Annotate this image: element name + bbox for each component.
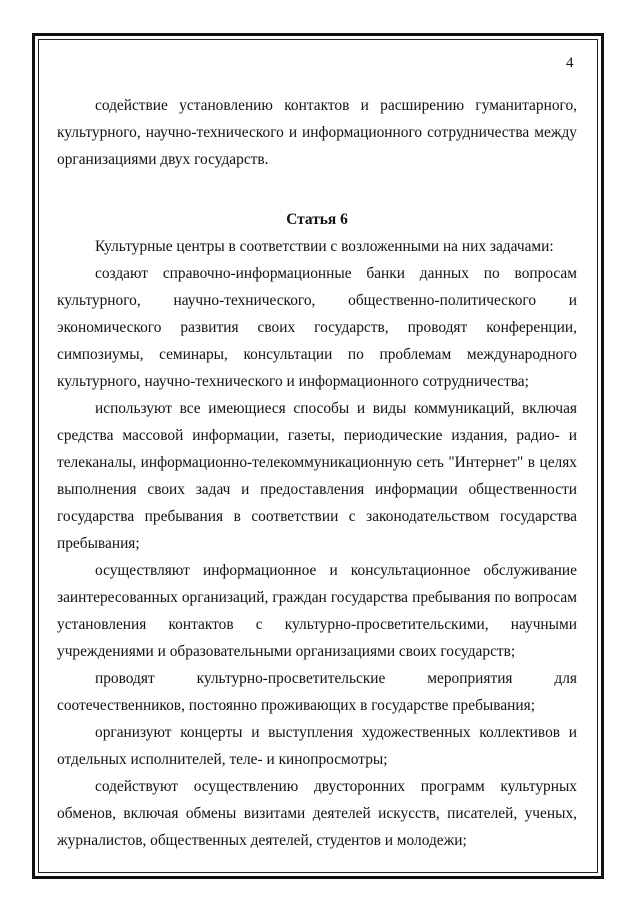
document-body	[57, 92, 577, 854]
article-item: создают справочно-информационные банки данных по вопросам культурного, научно-технического, общественно-политического и экономического развития своих государств, проводят конференции, симпозиумы, семинары, консультации по проблемам международного культурного, научно-технического и информационного сотрудничества;	[57, 265, 577, 390]
article-lead: Культурные центры в соответствии с возложенными на них задачами:	[95, 238, 554, 255]
article-heading: Статья 6	[286, 211, 348, 228]
intro-paragraph: содействие установлению контактов и расширению гуманитарного, культурного, научно-технического и информационного сотрудничества между организациями двух государств.	[57, 97, 577, 168]
article-item: содействуют осуществлению двусторонних программ культурных обменов, включая обмены визитами деятелей искусств, писателей, ученых, журналистов, общественных деятелей, студентов и молодежи;	[57, 778, 577, 849]
article-item: используют все имеющиеся способы и виды коммуникаций, включая средства массовой информации, газеты, периодические издания, радио- и телеканалы, информационно-телекоммуникационную сеть "Интернет" в целях выполнения своих задач и предоставления информации общественности государства пребывания в соответствии с законодательством государства пребывания;	[57, 400, 577, 552]
article-item: проводят культурно-просветительские мероприятия для соотечественников, постоянно проживающих в государстве пребывания;	[57, 670, 577, 714]
article-item: осуществляют информационное и консультационное обслуживание заинтересованных организаций, граждан государства пребывания по вопросам установления контактов с культурно-просветительскими, научными учреждениями и образовательными организациями своих государств;	[57, 562, 577, 660]
article-item: организуют концерты и выступления художественных коллективов и отдельных исполнителей, теле- и кинопросмотры;	[57, 724, 577, 768]
page-number: 4	[566, 55, 574, 71]
